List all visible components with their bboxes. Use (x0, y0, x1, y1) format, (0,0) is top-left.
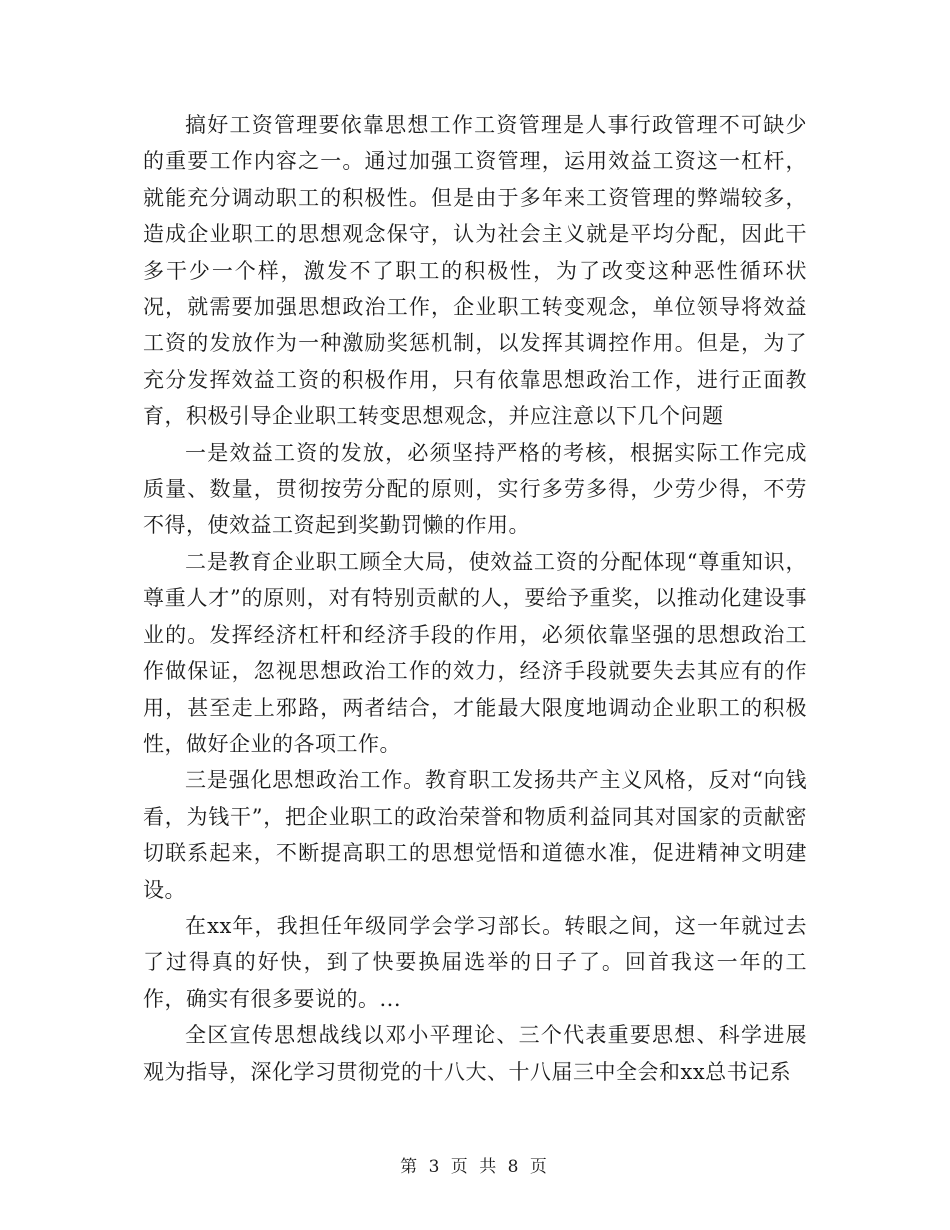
paragraph-point-two: 二是教育企业职工顾全大局，使效益工资的分配体现“尊重知识，尊重人才”的原则，对有特别贡献的人，要给予重奖，以推动化建设事业的。发挥经济杠杆和经济手段的作用，必须依靠坚强的思想政治工作做保证，忽视思想政治工作的效力，经济手段就要失去其应有的作用，甚至走上邪路，两者结合，才能最大限度地调动企业职工的积极性，做好企业的各项工作。 (143, 549, 807, 756)
document-body (143, 107, 807, 1090)
page-number-footer: 第 3 页 共 8 页 (400, 1157, 550, 1177)
paragraph-point-three: 三是强化思想政治工作。教育职工发扬共产主义风格，反对“向钱看，为钱干”，把企业职工的政治荣誉和物质利益同其对国家的贡献密切联系起来，不断提高职工的思想觉悟和道德水准，促进精神文明建设。 (143, 768, 807, 902)
paragraph-propaganda: 全区宣传思想战线以邓小平理论、三个代表重要思想、科学进展观为指导，深化学习贯彻党的十八大、十八届三中全会和xx总书记系 (143, 1023, 807, 1084)
paragraph-wage-management: 搞好工资管理要依靠思想工作工资管理是人事行政管理不可缺少的重要工作内容之一。通过加强工资管理，运用效益工资这一杠杆，就能充分调动职工的积极性。但是由于多年来工资管理的弊端较多，造成企业职工的思想观念保守，认为社会主义就是平均分配，因此干多干少一个样，激发不了职工的积极性，为了改变这种恶性循环状况，就需要加强思想政治工作，企业职工转变观念，单位领导将效益工资的发放作为一种激励奖惩机制，以发挥其调控作用。但是，为了充分发挥效益工资的积极作用，只有依靠思想政治工作，进行正面教育，积极引导企业职工转变思想观念，并应注意以下几个问题 (143, 113, 807, 429)
paragraph-study-department: 在xx年，我担任年级同学会学习部长。转眼之间，这一年就过去了过得真的好快，到了快要换届选举的日子了。回首我这一年的工作，确实有很多要说的。... (143, 913, 807, 1011)
paragraph-point-one: 一是效益工资的发放，必须坚持严格的考核，根据实际工作完成质量、数量，贯彻按劳分配的原则，实行多劳多得，少劳少得，不劳不得，使效益工资起到奖勤罚懒的作用。 (143, 440, 807, 538)
